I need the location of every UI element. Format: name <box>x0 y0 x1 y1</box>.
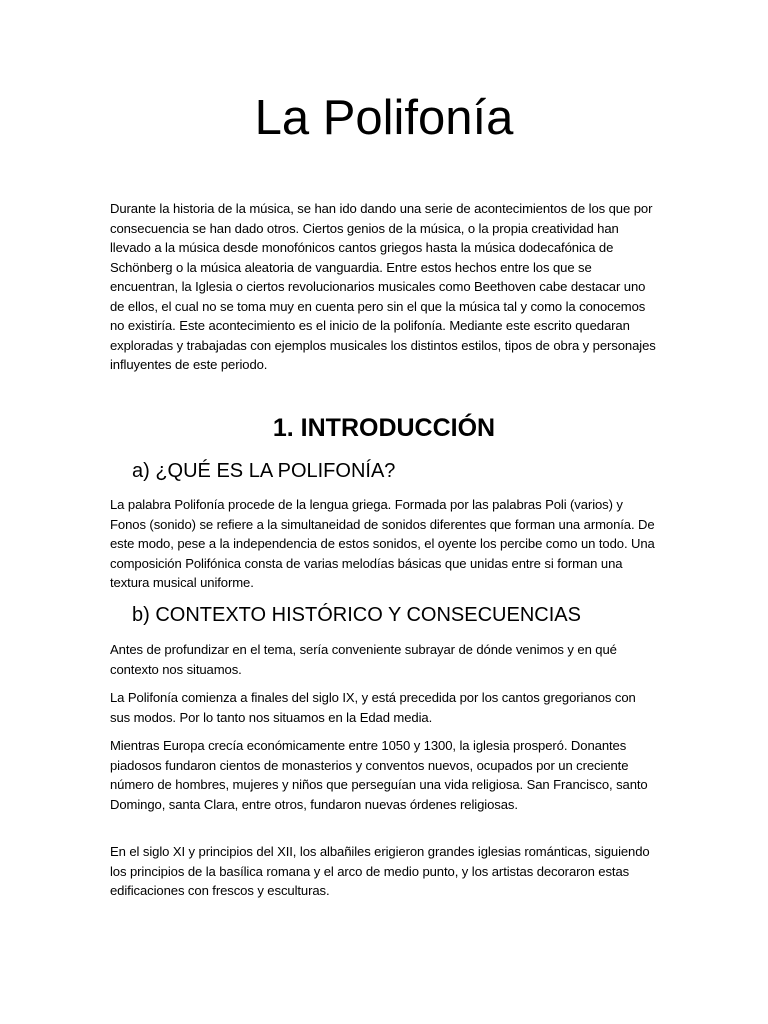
intro-paragraph: Durante la historia de la música, se han ido dando una serie de acontecimientos de los que por consecuencia se han dado otros. Ciertos genios de la música, o la propia creatividad han llevado a la música desde monofónicos cantos griegos hasta la música dodecafónica de Schönberg o la música aleatoria de vanguardia. Entre estos hechos entre los que se encuentran, la Iglesia o ciertos revolucionarios musicales como Beethoven cabe destacar uno de ellos, el cual no se toma muy en cuenta pero sin el que la música tal y como la conocemos no existiría. Este acontecimiento es el inicio de la polifonía. Mediante este escrito quedaran exploradas y trabajadas con ejemplos musicales los distintos estilos, tipos de obra y personajes influyentes de este periodo. <box>110 201 656 372</box>
section-heading-introduccion: 1. INTRODUCCIÓN <box>272 414 496 442</box>
document-title: La Polifonía <box>254 91 514 145</box>
subsection-heading-que-es: a) ¿QUÉ ES LA POLIFONÍA? <box>132 460 396 482</box>
polifonia-definition-paragraph: La palabra Polifonía procede de la lengua griega. Formada por las palabras Poli (varios) y Fonos (sonido) se refiere a la simultaneidad de sonidos diferentes que forman una armonía. De este modo, pese a la independencia de estos sonidos, el oyente los percibe como un todo. Una composición Polifónica consta de varias melodías básicas que unidas entre si forman una textura musical uniforme. <box>110 497 655 590</box>
contexto-paragraph-1: Antes de profundizar en el tema, sería conveniente subrayar de dónde venimos y en qué contexto nos situamos. <box>110 642 617 677</box>
subsection-heading-contexto: b) CONTEXTO HISTÓRICO Y CONSECUENCIAS <box>132 604 581 626</box>
contexto-paragraph-3: Mientras Europa crecía económicamente entre 1050 y 1300, la iglesia prosperó. Donantes piadosos fundaron cientos de monasterios y conventos nuevos, ocupados por un creciente número de hombres, mujeres y niños que perseguían una vida religiosa. San Francisco, santo Domingo, santa Clara, entre otros, fundaron nuevas órdenes religiosas. <box>110 738 648 812</box>
contexto-paragraph-2: La Polifonía comienza a finales del siglo IX, y está precedida por los cantos gregorianos con sus modos. Por lo tanto nos situamos en la Edad media. <box>110 690 636 725</box>
contexto-paragraph-4: En el siglo XI y principios del XII, los albañiles erigieron grandes iglesias románticas, siguiendo los principios de la basílica romana y el arco de medio punto, y los artistas decoraron estas edificaciones con frescos y esculturas. <box>110 844 650 898</box>
